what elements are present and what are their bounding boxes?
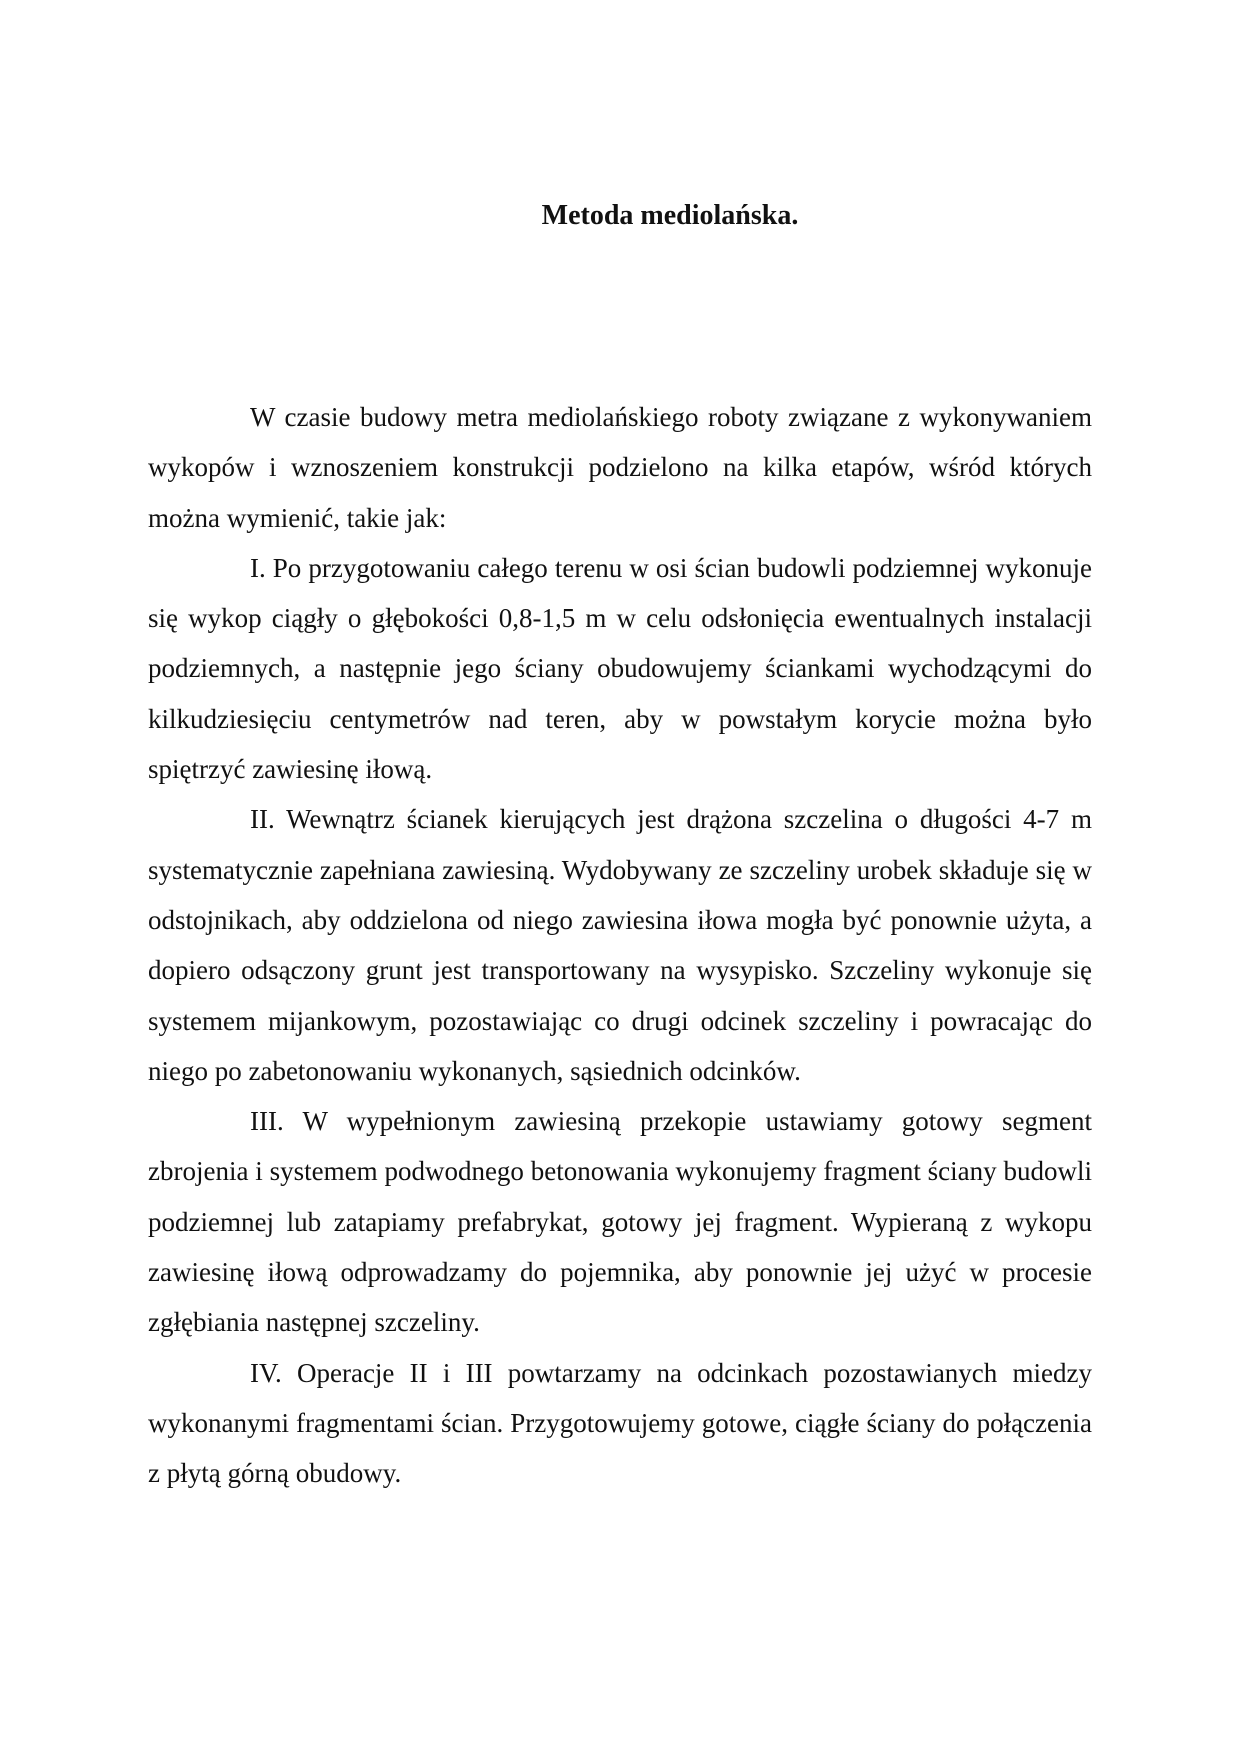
paragraph-stage-1: I. Po przygotowaniu całego terenu w osi ścian budowli podziemnej wykonuje się wykop ciągły o głębokości 0,8-1,5 m w celu odsłonięcia ewentualnych instalacji podziemnych, a następnie jego ściany obudowujemy ściankami wychodzącymi do kilkudziesięciu centymetrów nad teren, aby w powstałym korycie można było spiętrzyć zawiesinę iłową. <box>148 552 1092 785</box>
paragraph-stage-4: IV. Operacje II i III powtarzamy na odcinkach pozostawianych miedzy wykonanymi fragmentami ścian. Przygotowujemy gotowe, ciągłe ściany do połączenia z płytą górną obudowy. <box>148 1357 1092 1489</box>
document-body <box>148 392 1092 1499</box>
paragraph-stage-3: III. W wypełnionym zawiesiną przekopie ustawiamy gotowy segment zbrojenia i systemem podwodnego betonowania wykonujemy fragment ściany budowli podziemnej lub zatapiamy prefabrykat, gotowy jej fragment. Wypieraną z wykopu zawiesinę iłową odprowadzamy do pojemnika, aby ponownie jej użyć w procesie zgłębiania następnej szczeliny. <box>148 1106 1092 1338</box>
page-title: Metoda mediolańska. <box>541 200 799 231</box>
paragraph-intro: W czasie budowy metra mediolańskiego roboty związane z wykonywaniem wykopów i wznoszeniem konstrukcji podzielono na kilka etapów, wśród których można wymienić, takie jak: <box>148 402 1092 533</box>
paragraph-stage-2: II. Wewnątrz ścianek kierujących jest drążona szczelina o długości 4-7 m systematycznie zapełniana zawiesiną. Wydobywany ze szczeliny urobek składuje się w odstojnikach, aby oddzielona od niego zawiesina iłowa mogła być ponownie użyta, a dopiero odsączony grunt jest transportowany na wysypisko. Szczeliny wykonuje się systemem mijankowym, pozostawiając co drugi odcinek szczeliny i powracając do niego po zabetonowaniu wykonanych, sąsiednich odcinków. <box>148 804 1092 1086</box>
